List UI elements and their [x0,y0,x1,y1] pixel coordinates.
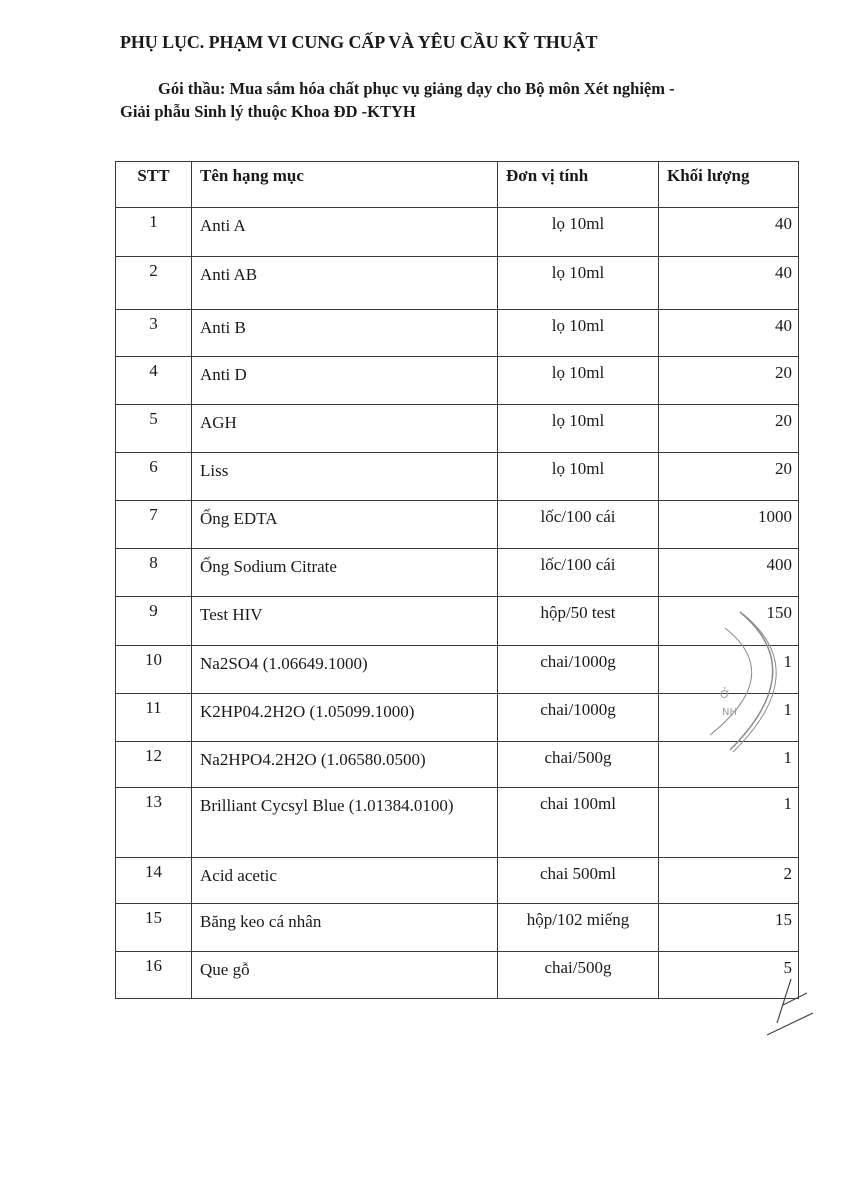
cell-unit [498,646,659,694]
cell-name [192,310,498,357]
cell-unit-text: chai/500g [544,748,612,767]
cell-unit-text: hộp/102 miếng [526,910,630,929]
header-name-label: Tên hạng mục [200,166,304,185]
cell-name [192,501,498,549]
cell-name [192,549,498,597]
cell-unit [498,405,659,453]
cell-qty-text: 1 [783,700,792,719]
cell-unit-text: lọ 10ml [551,214,605,233]
cell-name [192,904,498,952]
cell-unit [498,904,659,952]
cell-qty-text: 40 [775,263,792,282]
cell-unit-text: lọ 10ml [551,459,605,478]
table-row [116,858,799,904]
cell-stt-text: 10 [145,650,162,669]
cell-unit [498,357,659,405]
cell-stt [116,952,192,999]
cell-stt-text: 13 [145,792,162,811]
cell-name-text: K2HP04.2H2O (1.05099.1000) [200,702,415,721]
cell-stt [116,208,192,257]
cell-stt [116,597,192,646]
cell-name [192,858,498,904]
cell-name [192,646,498,694]
cell-stt-text: 1 [149,212,158,231]
cell-qty-text: 400 [766,555,792,574]
table-row [116,310,799,357]
cell-name-text: Na2HPO4.2H2O (1.06580.0500) [200,750,426,769]
cell-name-text: Anti D [200,365,247,384]
cell-qty-text: 40 [775,214,792,233]
cell-stt [116,694,192,742]
table-row [116,405,799,453]
cell-qty [659,597,799,646]
cell-unit [498,453,659,501]
stamp-text-1: Ở [720,688,731,701]
table-row [116,904,799,952]
cell-qty [659,453,799,501]
table-row [116,742,799,788]
cell-name [192,742,498,788]
cell-stt-text: 8 [149,553,158,572]
cell-unit-text: lọ 10ml [551,316,605,335]
cell-name [192,405,498,453]
header-stt [116,162,192,208]
header-unit [498,162,659,208]
table-row [116,257,799,310]
header-qty [659,162,799,208]
cell-name-text: AGH [200,413,237,432]
cell-stt-text: 4 [149,361,158,380]
cell-unit-text: chai/1000g [540,700,616,719]
subtitle-line-1: Gói thầu: Mua sắm hóa chất phục vụ giảng dạy cho Bộ môn Xét nghiệm - [158,79,675,98]
header-stt-label: STT [137,166,170,185]
table-row [116,788,799,858]
cell-qty-text: 15 [775,910,792,929]
cell-qty [659,357,799,405]
cell-unit-text: lọ 10ml [551,263,605,282]
cell-qty [659,501,799,549]
cell-unit-text: lốc/100 cái [540,555,616,574]
cell-stt [116,549,192,597]
cell-stt-text: 9 [149,601,158,620]
cell-stt [116,405,192,453]
subtitle-line-2: Giải phẫu Sinh lý thuộc Khoa ĐD -KTYH [120,102,416,121]
cell-qty-text: 2 [783,864,792,883]
table-row [116,952,799,999]
cell-qty [659,788,799,858]
cell-stt-text: 5 [149,409,158,428]
cell-stt [116,453,192,501]
cell-name [192,208,498,257]
cell-stt [116,357,192,405]
cell-unit-text: lốc/100 cái [540,507,616,526]
cell-qty-text: 20 [775,459,792,478]
cell-qty [659,646,799,694]
cell-name-text: Anti A [200,216,246,235]
cell-qty-text: 40 [775,316,792,335]
table-row [116,549,799,597]
cell-stt [116,858,192,904]
cell-unit [498,549,659,597]
cell-name-text: Test HIV [200,605,263,624]
cell-qty [659,405,799,453]
table-row [116,597,799,646]
cell-stt [116,646,192,694]
items-table [115,161,799,999]
cell-qty-text: 1 [783,652,792,671]
cell-unit-text: chai 500ml [539,864,616,883]
cell-qty [659,742,799,788]
cell-name [192,357,498,405]
cell-name [192,597,498,646]
cell-name-text: Băng keo cá nhân [200,912,322,931]
cell-name [192,453,498,501]
cell-stt-text: 2 [149,261,158,280]
cell-unit [498,257,659,310]
cell-qty [659,310,799,357]
cell-qty [659,904,799,952]
stamp-text-2: NH [722,707,737,718]
table-row [116,694,799,742]
cell-stt [116,257,192,310]
cell-unit [498,742,659,788]
header-unit-label: Đơn vị tính [506,166,589,185]
header-name [192,162,498,208]
header-qty-label: Khối lượng [667,166,750,185]
cell-qty [659,549,799,597]
cell-qty [659,694,799,742]
cell-qty [659,208,799,257]
cell-qty-text: 150 [766,603,792,622]
cell-stt-text: 16 [145,956,162,975]
cell-qty-text: 20 [775,363,792,382]
document-subtitle [120,77,810,123]
cell-name-text: Brilliant Cycsyl Blue (1.01384.0100) [200,796,454,815]
cell-qty-text: 20 [775,411,792,430]
table-row [116,646,799,694]
cell-qty-text: 1 [783,748,792,767]
table-row [116,357,799,405]
cell-qty-text: 1 [783,794,792,813]
cell-name-text: Ống EDTA [200,509,278,528]
cell-stt [116,904,192,952]
cell-unit-text: hộp/50 test [540,603,616,622]
cell-name [192,694,498,742]
table-row [116,208,799,257]
table-row [116,501,799,549]
cell-name-text: Ống Sodium Citrate [200,557,337,576]
cell-stt [116,310,192,357]
cell-stt [116,742,192,788]
cell-name-text: Liss [200,461,229,480]
cell-stt [116,501,192,549]
cell-stt-text: 6 [149,457,158,476]
cell-qty [659,858,799,904]
cell-unit [498,694,659,742]
cell-unit [498,501,659,549]
cell-unit [498,858,659,904]
cell-name [192,952,498,999]
cell-unit [498,952,659,999]
cell-stt-text: 7 [149,505,158,524]
cell-name-text: Acid acetic [200,866,277,885]
cell-name-text: Anti AB [200,265,258,284]
cell-unit [498,310,659,357]
cell-name-text: Anti B [200,318,246,337]
cell-unit [498,208,659,257]
cell-stt-text: 15 [145,908,162,927]
cell-qty-text: 5 [783,958,792,977]
cell-unit-text: chai/500g [544,958,612,977]
cell-qty [659,952,799,999]
cell-name-text: Na2SO4 (1.06649.1000) [200,654,368,673]
cell-unit-text: chai/1000g [540,652,616,671]
cell-stt-text: 3 [149,314,158,333]
cell-name [192,257,498,310]
document-title: PHỤ LỤC. PHẠM VI CUNG CẤP VÀ YÊU CẦU KỸ THUẬT [120,32,598,52]
cell-qty-text: 1000 [758,507,792,526]
cell-unit-text: lọ 10ml [551,363,605,382]
cell-unit [498,788,659,858]
cell-stt-text: 14 [145,862,162,881]
table-row [116,453,799,501]
table-header-row [116,162,799,208]
cell-stt [116,788,192,858]
cell-stt-text: 11 [145,698,162,717]
cell-qty [659,257,799,310]
cell-name [192,788,498,858]
cell-unit-text: lọ 10ml [551,411,605,430]
cell-name-text: Que gỗ [200,960,250,979]
cell-stt-text: 12 [145,746,162,765]
cell-unit [498,597,659,646]
cell-unit-text: chai 100ml [539,794,616,813]
